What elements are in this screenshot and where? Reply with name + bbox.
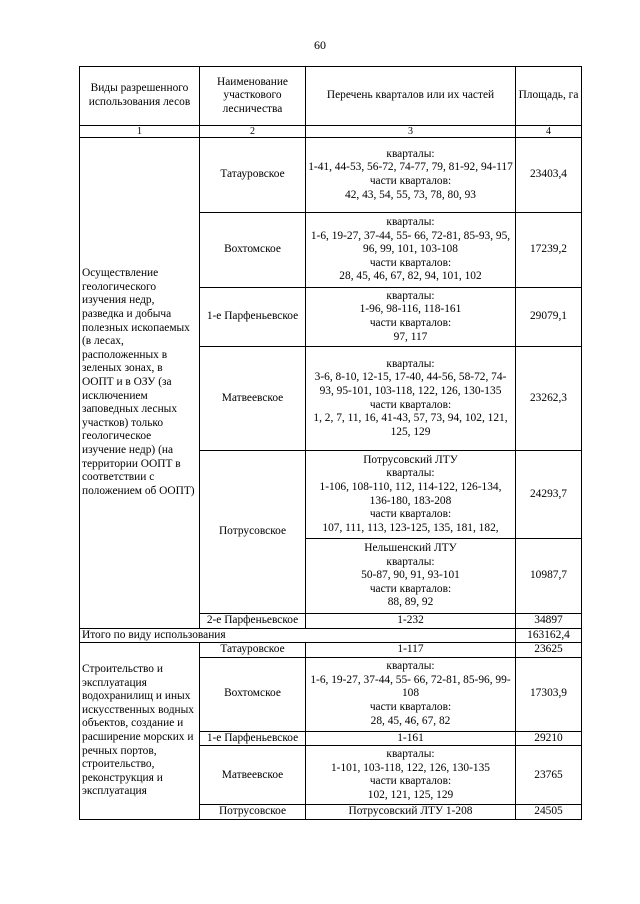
area-value: 23403,4 (516, 138, 582, 213)
page-number: 60 (314, 38, 326, 52)
forestry-name: Татауровское (200, 138, 306, 213)
forest-use-table (79, 66, 582, 820)
forestry-name: Потрусовское (200, 805, 306, 820)
area-value: 24505 (516, 805, 582, 820)
header-quarters: Перечень кварталов или их частей (306, 67, 516, 126)
total-area: 163162,4 (516, 628, 582, 643)
quarters-list: кварталы: 1-96, 98-116, 118-161 части кварталов: 97, 117 (306, 288, 516, 347)
forestry-name: Потрусовское (200, 451, 306, 614)
use-type-construction: Строительство и эксплуатация водохранилищ и иных искусственных водных объектов, создание и расширение морских и речных портов, строительство, реконструкция и эксплуатация (80, 643, 200, 820)
area-value: 10987,7 (516, 539, 582, 614)
forestry-name: Татауровское (200, 643, 306, 658)
quarters-list: Нельшенский ЛТУ кварталы: 50-87, 90, 91, 93-101 части кварталов: 88, 89, 92 (306, 539, 516, 614)
col-number: 4 (516, 126, 582, 138)
area-value: 29210 (516, 731, 582, 746)
quarters-list: 1-232 (306, 614, 516, 629)
area-value: 17239,2 (516, 213, 582, 288)
forestry-name: Матвеевское (200, 746, 306, 805)
quarters-list: кварталы: 1-41, 44-53, 56-72, 74-77, 79, 81-92, 94-117 части кварталов: 42, 43, 54, 55, 73, 78, 80, 93 (306, 138, 516, 213)
col-number: 2 (200, 126, 306, 138)
area-value: 23262,3 (516, 347, 582, 451)
forestry-name: 1-е Парфеньевское (200, 731, 306, 746)
use-type-geology: Осуществление геологического изучения недр, разведка и добыча полезных ископаемых (в лесах, расположенных в зеленых зонах, в ООПТ и в ОЗУ (за исключением заповедных лесных участков) только геологическое изучение недр) (на территории ООПТ в соответствии с положением об ООПТ) (80, 138, 200, 629)
quarters-list: кварталы: 3-6, 8-10, 12-15, 17-40, 44-56, 58-72, 74-93, 95-101, 103-118, 122, 126, 130-135 части кварталов: 1, 2, 7, 11, 16, 41-43, 57, 73, 94, 102, 121, 125, 129 (306, 347, 516, 451)
header-forestry-name: Наименование участкового лесничества (200, 67, 306, 126)
quarters-list: Потрусовский ЛТУ кварталы: 1-106, 108-110, 112, 114-122, 126-134, 136-180, 183-208 части кварталов: 107, 111, 113, 123-125, 135, 181, 182, (306, 451, 516, 539)
area-value: 24293,7 (516, 451, 582, 539)
forestry-name: 1-е Парфеньевское (200, 288, 306, 347)
header-use-type: Виды разрешенного использования лесов (80, 67, 200, 126)
forestry-name: 2-е Парфеньевское (200, 614, 306, 629)
total-label: Итого по виду использования (80, 628, 516, 643)
col-number: 1 (80, 126, 200, 138)
quarters-list: 1-161 (306, 731, 516, 746)
quarters-list: Потрусовский ЛТУ 1-208 (306, 805, 516, 820)
area-value: 23765 (516, 746, 582, 805)
area-value: 29079,1 (516, 288, 582, 347)
quarters-list: кварталы: 1-6, 19-27, 37-44, 55- 66, 72-81, 85-93, 95, 96, 99, 101, 103-108 части кварталов: 28, 45, 46, 67, 82, 94, 101, 102 (306, 213, 516, 288)
header-area: Площадь, га (516, 67, 582, 126)
forestry-name: Вохтомское (200, 213, 306, 288)
area-value: 17303,9 (516, 657, 582, 731)
forestry-name: Вохтомское (200, 657, 306, 731)
forestry-name: Матвеевское (200, 347, 306, 451)
col-number: 3 (306, 126, 516, 138)
area-value: 23625 (516, 643, 582, 658)
quarters-list: кварталы: 1-6, 19-27, 37-44, 55- 66, 72-81, 85-96, 99-108 части кварталов: 28, 45, 46, 67, 82 (306, 657, 516, 731)
quarters-list: кварталы: 1-101, 103-118, 122, 126, 130-135 части кварталов: 102, 121, 125, 129 (306, 746, 516, 805)
quarters-list: 1-117 (306, 643, 516, 658)
area-value: 34897 (516, 614, 582, 629)
